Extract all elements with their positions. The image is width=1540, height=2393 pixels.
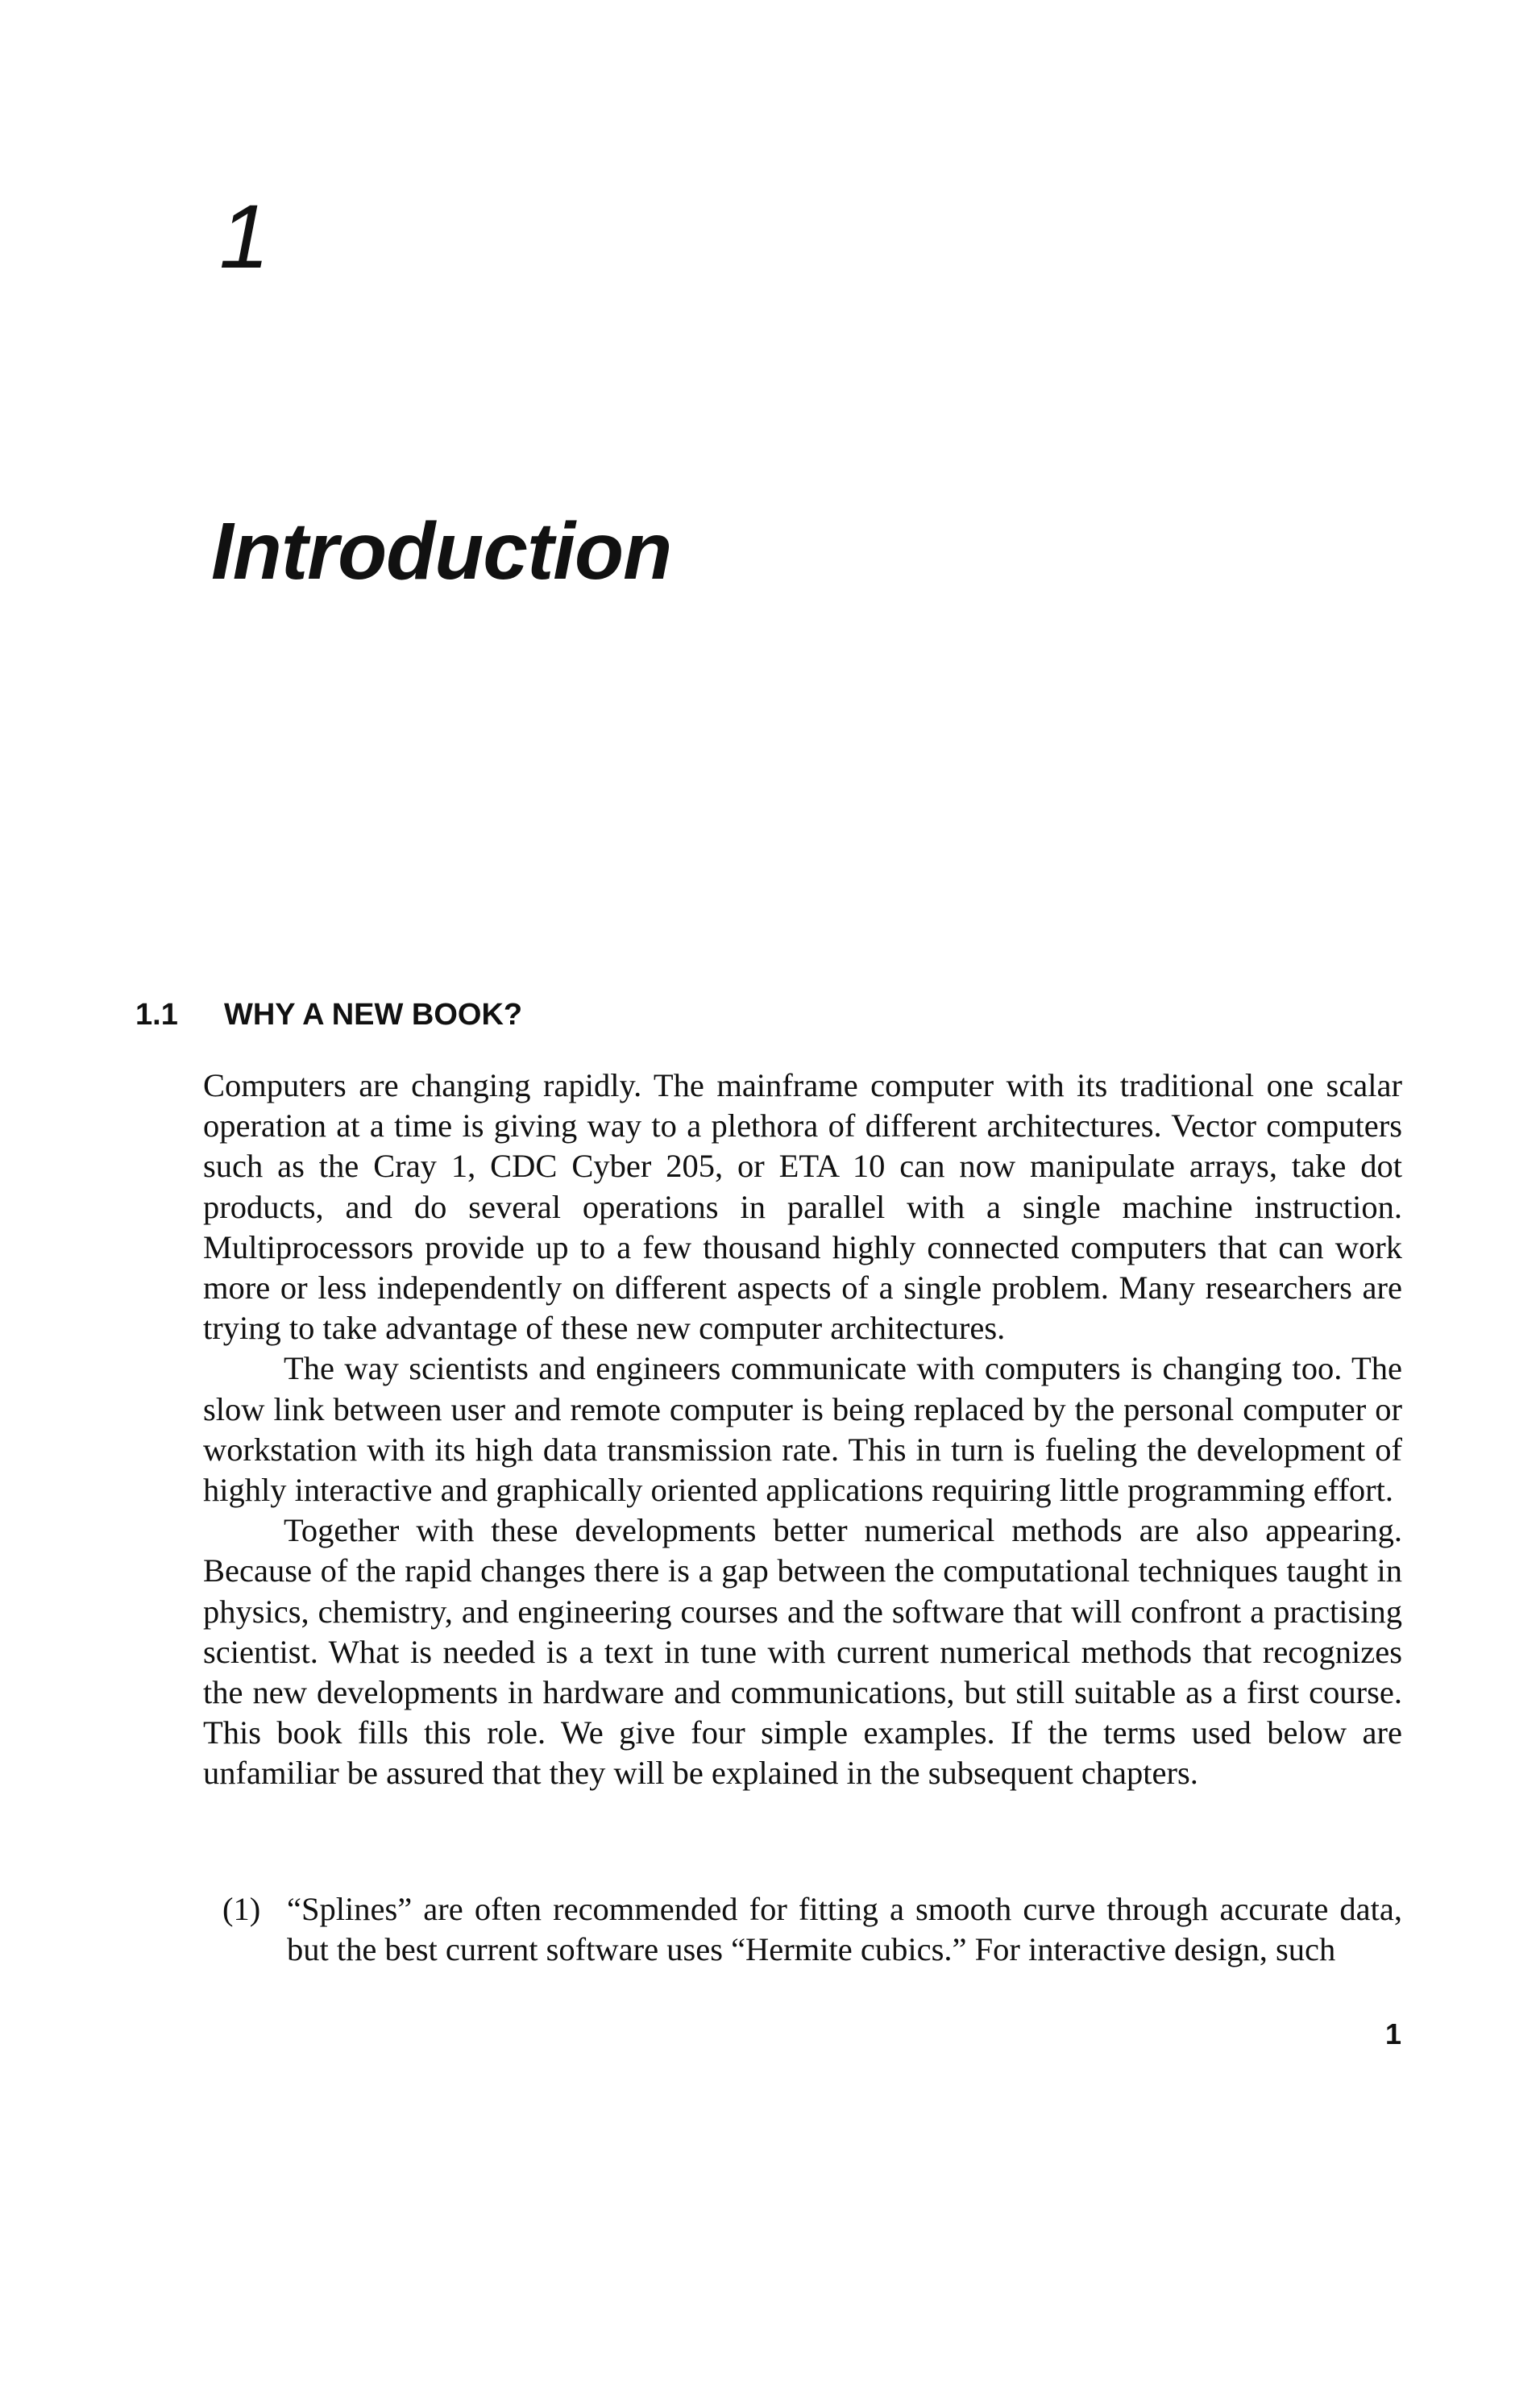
list-item <box>222 1889 1402 1970</box>
paragraph: Together with these developments better numerical methods are also appearing. Because of the rapid changes there is a gap between the computational techniques taught in physics, chemistry, and engineering courses and the software that will confront a practising scientist. What is needed is a text in tune with current numerical methods that recognizes the new developments in hardware and communications, but still suitable as a first course. This book fills this role. We give four simple examples. If the terms used below are unfamiliar be assured that they will be explained in the subsequent chapters. <box>203 1512 1402 1792</box>
section-number: 1.1 <box>135 998 178 1032</box>
paragraph: The way scientists and engineers communicate with computers is changing too. The slow link between user and remote computer is being replaced by the personal computer or workstation with its high data transmission rate. This in turn is fueling the development of highly interactive and graphically oriented applications requiring little programming effort. <box>203 1350 1402 1509</box>
numbered-list <box>222 1889 1402 1970</box>
chapter-number: 1 <box>219 186 270 287</box>
list-item-marker: (1) <box>222 1891 261 1927</box>
list-item-text: “Splines” are often recommended for fitting a smooth curve through accurate data, but the best current software uses “Hermite cubics.” For interactive design, such <box>287 1891 1402 1968</box>
section-heading <box>135 999 522 1030</box>
section-title: WHY A NEW BOOK? <box>224 998 523 1032</box>
chapter-title: Introduction <box>211 506 672 596</box>
paragraph: Computers are changing rapidly. The mainframe computer with its traditional one scalar operation at a time is giving way to a plethora of different architectures. Vector computers such as the Cray 1, CDC Cyber 205, or ETA 10 can now manipulate arrays, take dot products, and do several operations in parallel with a single machine instruction. Multiprocessors provide up to a few thousand highly connected computers that can work more or less independently on different aspects of a single problem. Many researchers are trying to take advantage of these new computer architectures. <box>203 1067 1402 1347</box>
body-text <box>203 1066 1402 1794</box>
page-number: 1 <box>1384 2017 1401 2050</box>
